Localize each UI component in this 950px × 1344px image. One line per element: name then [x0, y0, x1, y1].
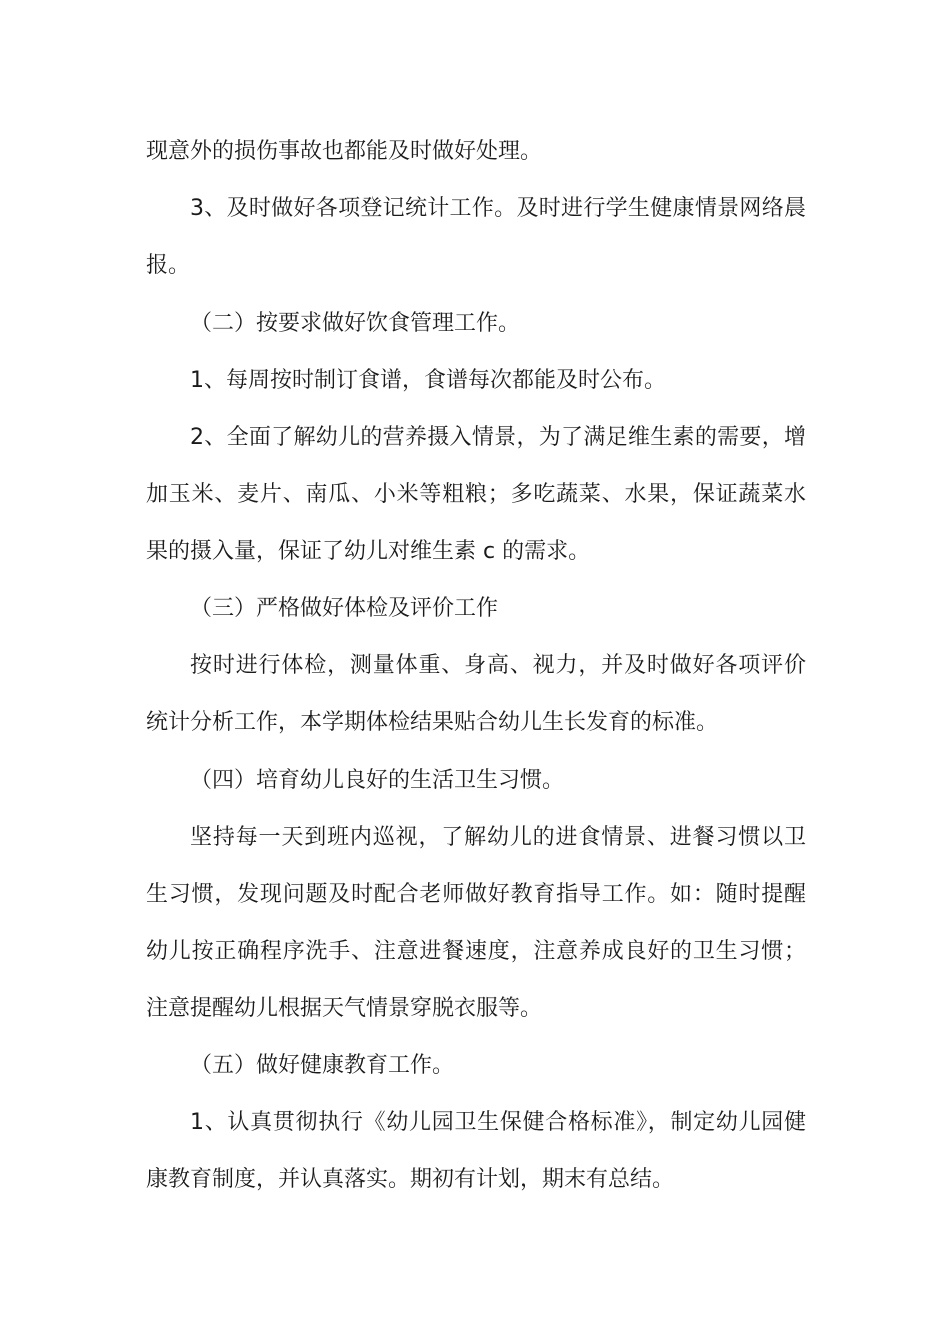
text-line: 注意提醒幼儿根据天气情景穿脱衣服等。 — [146, 996, 543, 1021]
text-line: 统计分析工作，本学期体检结果贴合幼儿生长发育的标准。 — [146, 710, 719, 735]
text-line: 加玉米、麦片、南瓜、小米等粗粮；多吃蔬菜、水果，保证蔬菜水 — [146, 482, 806, 507]
section-heading: （四）培育幼儿良好的生活卫生习惯。 — [190, 768, 565, 793]
text-line: 现意外的损伤事故也都能及时做好处理。 — [146, 139, 543, 164]
text-line: 幼儿按正确程序洗手、注意进餐速度，注意养成良好的卫生习惯； — [146, 939, 806, 964]
text-line: 3、及时做好各项登记统计工作。及时进行学生健康情景网络晨 — [190, 196, 806, 221]
text-line: 报。 — [146, 253, 191, 278]
text-line: 1、认真贯彻执行《幼儿园卫生保健合格标准》，制定幼儿园健 — [190, 1110, 806, 1135]
text-line: 坚持每一天到班内巡视，了解幼儿的进食情景、进餐习惯以卫 — [190, 825, 806, 850]
text-line: 生习惯，发现问题及时配合老师做好教育指导工作。如：随时提醒 — [146, 882, 806, 907]
text-line: 2、全面了解幼儿的营养摄入情景，为了满足维生素的需要，增 — [190, 425, 806, 450]
section-heading: （五）做好健康教育工作。 — [190, 1053, 455, 1078]
text-line: 康教育制度，并认真落实。期初有计划，期末有总结。 — [146, 1167, 675, 1192]
section-heading: （三）严格做好体检及评价工作 — [190, 596, 499, 621]
text-line: 1、每周按时制订食谱，食谱每次都能及时公布。 — [190, 368, 666, 393]
text-line: 按时进行体检，测量体重、身高、视力，并及时做好各项评价 — [190, 653, 806, 678]
section-heading: （二）按要求做好饮食管理工作。 — [190, 311, 521, 336]
text-line: 果的摄入量，保证了幼儿对维生素 c 的需求。 — [146, 539, 591, 564]
